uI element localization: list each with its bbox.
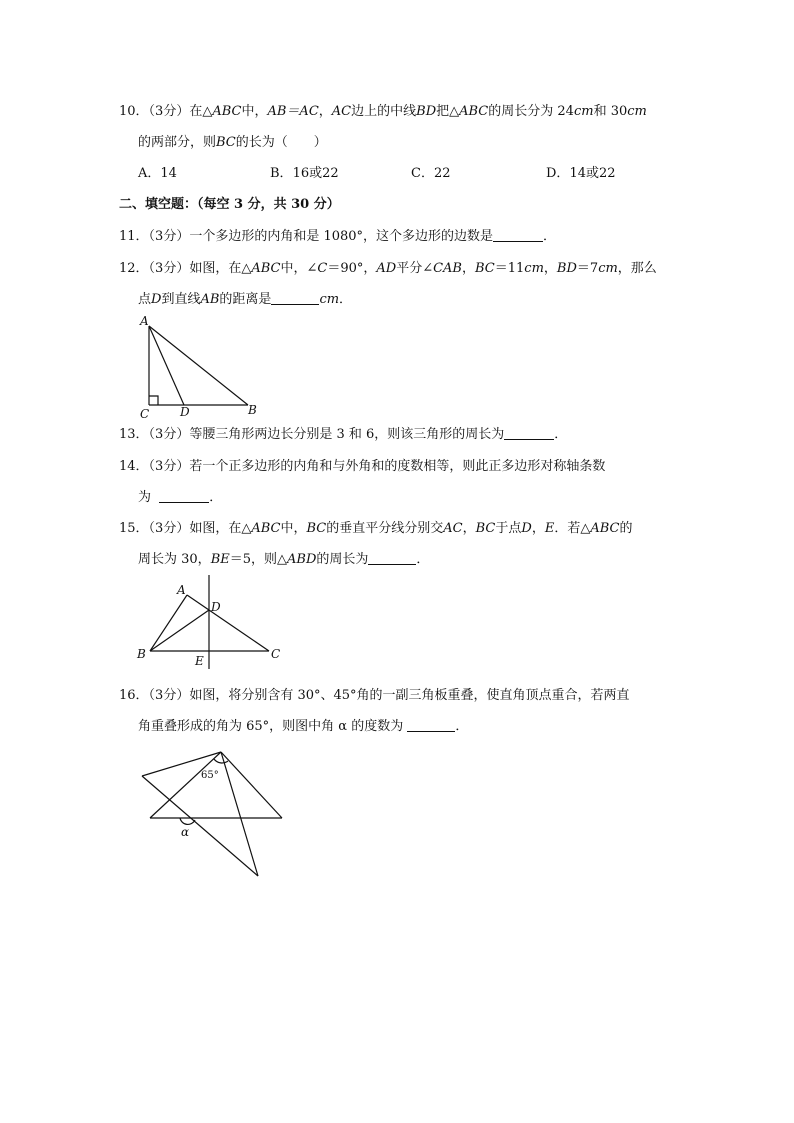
- angle-label-65: 65°: [201, 770, 219, 781]
- option-a: [138, 165, 177, 183]
- math-text: BE: [210, 552, 230, 567]
- math-text: CAB: [433, 261, 462, 276]
- question-number: 16．: [119, 688, 149, 703]
- q12-figure: [130, 310, 270, 422]
- score: （3分）: [148, 104, 190, 119]
- answer-blank[interactable]: [407, 719, 455, 732]
- text: 角重叠形成的角为 65°，则图中角 α 的度数为: [138, 719, 404, 734]
- question-number: 12．: [119, 261, 149, 276]
- answer-blank[interactable]: [504, 427, 554, 440]
- text: 若一个正多边形的内角和与外角和的度数相等，则此正多边形对称轴条数: [189, 459, 606, 474]
- q12-line1: [119, 260, 657, 278]
- text: ，: [461, 261, 475, 276]
- segment-ac: [187, 595, 269, 651]
- triangle2-right: [221, 752, 282, 818]
- text: 边上的中线: [351, 104, 417, 119]
- text: 的: [619, 521, 633, 536]
- option-d: [546, 165, 616, 183]
- label-c: C: [140, 407, 150, 421]
- text: ．: [455, 719, 469, 734]
- text: ＝7: [576, 261, 599, 276]
- math-text: BC: [475, 261, 495, 276]
- text: ，: [531, 521, 545, 536]
- text: 的周长为: [316, 552, 369, 567]
- unit: cm: [627, 104, 647, 119]
- question-number: 14．: [119, 459, 149, 474]
- score: （3分）: [148, 688, 190, 703]
- triangle1-right: [221, 752, 258, 876]
- label-c: C: [271, 647, 281, 661]
- text: ，: [318, 104, 332, 119]
- math-text: C: [317, 261, 328, 276]
- text: 在△: [189, 104, 213, 119]
- unit: cm: [319, 292, 340, 307]
- option-text: 14或22: [569, 166, 616, 181]
- text: ．: [209, 490, 223, 505]
- text: 中，: [280, 521, 307, 536]
- label-d: D: [211, 600, 221, 614]
- text: 的周长分为 24: [488, 104, 574, 119]
- label-alpha: α: [181, 825, 190, 839]
- text: ＝11: [494, 261, 525, 276]
- q16-line1: [119, 687, 630, 705]
- q15-line1: [119, 520, 632, 538]
- triangle1-left: [142, 776, 258, 876]
- math-text: ABC: [251, 261, 281, 276]
- option-text: 22: [433, 166, 451, 181]
- q10-line2: [138, 134, 327, 152]
- math-text: BD: [416, 104, 437, 119]
- text: ，那么: [617, 261, 657, 276]
- text: ，: [543, 261, 557, 276]
- option-b: [270, 165, 339, 183]
- math-text: BC: [475, 521, 496, 536]
- question-number: 11．: [119, 229, 149, 244]
- label-b: B: [137, 647, 146, 661]
- answer-blank[interactable]: [493, 229, 543, 242]
- text: 的垂直平分线分别交: [326, 521, 444, 536]
- text: ．: [554, 427, 568, 442]
- option-letter: A．: [138, 166, 161, 181]
- text: 的距离是: [219, 292, 272, 307]
- q16-figure: [136, 744, 296, 884]
- math-text: BD: [556, 261, 577, 276]
- answer-blank[interactable]: [271, 292, 319, 305]
- unit: cm: [524, 261, 544, 276]
- text: ．: [416, 552, 430, 567]
- text: ．: [339, 292, 353, 307]
- text: 的两部分，则: [138, 135, 217, 150]
- label-e: E: [195, 654, 204, 668]
- text: 如图，在△: [189, 261, 252, 276]
- math-text: BC: [216, 135, 236, 150]
- text: 中，∠: [280, 261, 318, 276]
- segment-ab: [149, 326, 248, 405]
- score: （3分）: [148, 427, 190, 442]
- option-letter: C．: [411, 166, 434, 181]
- text: 等腰三角形两边长分别是 3 和 6，则该三角形的周长为: [189, 427, 505, 442]
- segment-ad: [149, 326, 184, 405]
- math-text: D: [151, 292, 162, 307]
- text: 中，: [241, 104, 268, 119]
- q14-line2: [138, 489, 222, 507]
- right-angle-mark: [149, 396, 158, 405]
- q15-figure: [134, 572, 294, 672]
- text: 点: [138, 292, 152, 307]
- unit: cm: [598, 261, 618, 276]
- q13-line: [119, 426, 567, 444]
- text: 到直线: [161, 292, 201, 307]
- math-text: ABC: [590, 521, 620, 536]
- answer-blank[interactable]: [159, 490, 209, 503]
- option-letter: D．: [546, 166, 570, 181]
- text: ＝5，则△: [229, 552, 288, 567]
- math-text: ABC: [459, 104, 489, 119]
- score: （3分）: [148, 261, 190, 276]
- score: （3分）: [148, 229, 190, 244]
- question-number: 10．: [119, 104, 149, 119]
- section-title: 二、填空题：（每空 3 分，共 30 分）: [119, 197, 340, 212]
- label-b: B: [248, 403, 257, 417]
- angle-arc-65: [214, 759, 228, 763]
- text: 如图，将分别含有 30°、45°角的一副三角板重叠，使直角顶点重合，若两直: [189, 688, 630, 703]
- q12-line2: [138, 291, 352, 309]
- q10-line1: [119, 103, 647, 121]
- option-c: [411, 165, 451, 183]
- text: ．: [543, 229, 557, 244]
- math-text: AC: [443, 521, 463, 536]
- math-text: AB＝AC: [267, 104, 319, 119]
- score: （3分）: [148, 459, 190, 474]
- text: 一个多边形的内角和是 1080°，这个多边形的边数是: [189, 229, 494, 244]
- math-text: ABC: [212, 104, 242, 119]
- math-text: ABD: [287, 552, 317, 567]
- label-a: A: [140, 314, 149, 328]
- text: ．若△: [554, 521, 591, 536]
- score: （3分）: [148, 521, 190, 536]
- option-letter: B．: [270, 166, 293, 181]
- q15-line2: [138, 551, 429, 569]
- text: 为: [138, 490, 152, 505]
- q14-line1: [119, 458, 605, 476]
- q16-line2: [138, 718, 468, 736]
- option-text: 16或22: [292, 166, 339, 181]
- text: 把△: [436, 104, 460, 119]
- math-text: ABC: [251, 521, 281, 536]
- segment-ab: [150, 595, 187, 651]
- answer-blank[interactable]: [368, 552, 416, 565]
- math-text: AD: [376, 261, 397, 276]
- q11-line: [119, 228, 556, 246]
- text: 平分∠: [396, 261, 434, 276]
- math-text: BC: [306, 521, 327, 536]
- unit: cm: [573, 104, 594, 119]
- label-d: D: [180, 405, 190, 419]
- label-a: A: [177, 583, 186, 597]
- math-text: AC: [331, 104, 352, 119]
- text: ，: [462, 521, 476, 536]
- option-text: 14: [160, 166, 177, 181]
- question-number: 15．: [119, 521, 149, 536]
- text: ＝90°，: [327, 261, 377, 276]
- math-text: AB: [200, 292, 220, 307]
- segment-bd: [150, 610, 209, 651]
- math-text: E: [544, 521, 555, 536]
- text: 周长为 30，: [138, 552, 211, 567]
- text: 的长为（ ）: [235, 135, 327, 150]
- text: 和 30: [593, 104, 628, 119]
- math-text: D: [521, 521, 532, 536]
- text: 如图，在△: [189, 521, 252, 536]
- text: 于点: [495, 521, 522, 536]
- question-number: 13．: [119, 427, 149, 442]
- triangle2-left: [150, 752, 221, 818]
